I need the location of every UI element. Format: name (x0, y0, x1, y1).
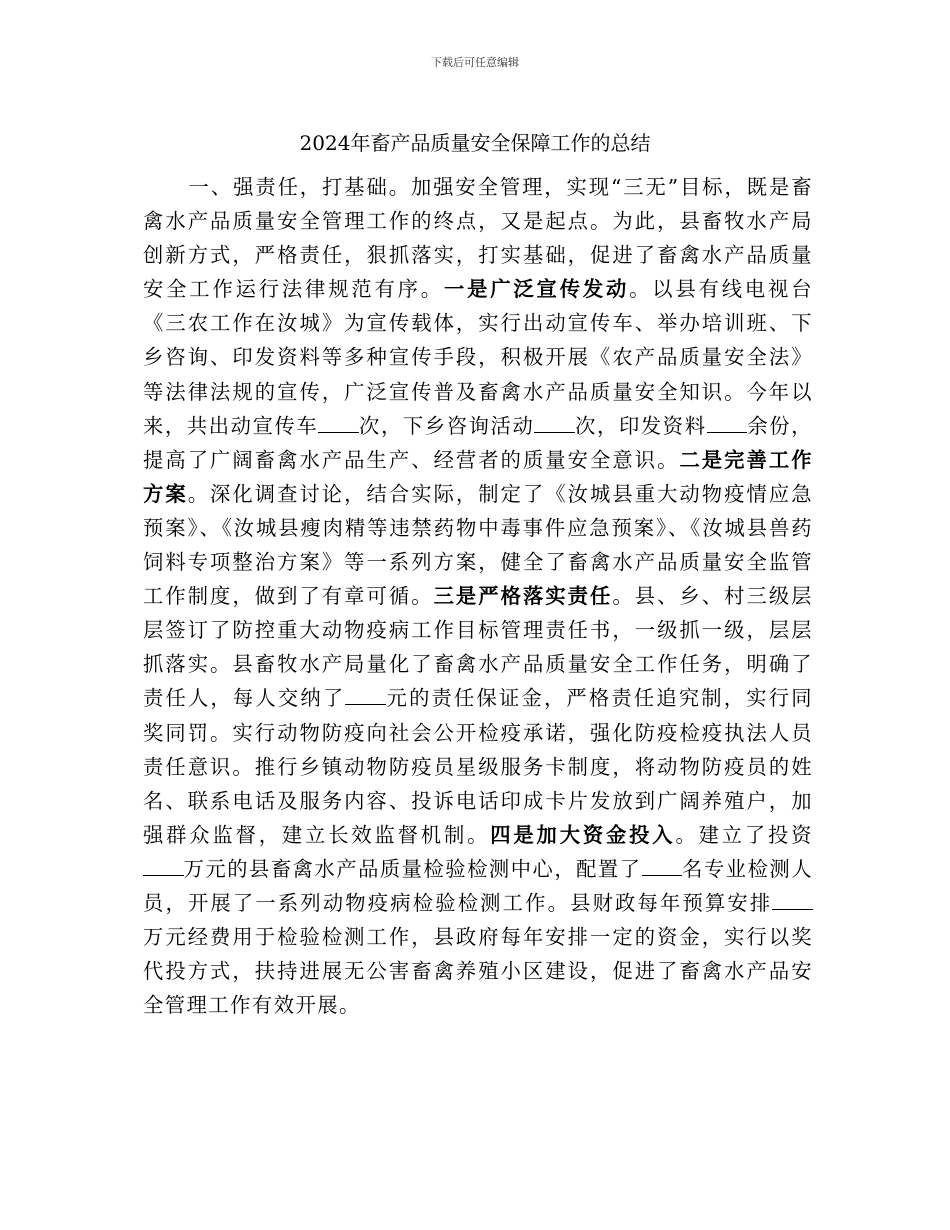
text-run: 万元经费用于检验检测工作，县政府每年安排一定的资金，实行以奖代投方式，扶持进展无公害畜禽养殖小区建设，促进了畜禽水产品安全管理工作有效开展。 (143, 925, 813, 1018)
bold-heading-4: 四是加大资金投入 (490, 822, 676, 847)
text-run: 一、强责任，打基础。加强安全管理，实现“三无”目标，既是畜禽水产品质量安全管理工作的终点，又是起点。为此，县畜牧水产局创新方式，严格责任，狠抓落实，打实基础，促进了畜禽水产品质量安全工作运行法律规范有序。 (143, 175, 813, 302)
text-run: 。深化调查讨论，结合实际，制定了《汝城县重大动物疫情应急预案》、《汝城县瘦肉精等违禁药物中毒事件应急预案》、《汝城县兽药饲料专项整治方案》等一系列方案，健全了畜禽水产品质量安全监管工作制度，做到了有章可循。 (143, 481, 813, 609)
text-run: 名专业检测人员，开展了一系列动物疫病检验检测工作。县财政每年预算安排 (143, 856, 813, 915)
body-paragraph (143, 170, 813, 1022)
bold-heading-3: 三是严格落实责任 (433, 584, 613, 609)
text-run: 余份，提高了广阔畜禽水产品生产、经营者的质量安全意识。 (143, 413, 813, 472)
fill-blank (642, 856, 683, 876)
bold-heading-2: 二是完善工作方案 (143, 447, 813, 506)
text-run: 万元的县畜禽水产品质量检验检测中心，配置了 (183, 856, 642, 881)
text-run: 次，下乡咨询活动 (358, 413, 535, 438)
text-run: 。以县有线电视台《三农工作在汝城》为宣传载体，实行出动宣传车、举办培训班、下乡咨询、印发资料等多种宣传手段，积极开展《农产品质量安全法》等法律法规的宣传，广泛宣传普及畜禽水产品质量安全知识。今年以来，共出动宣传车 (143, 277, 813, 438)
header-note: 下载后可任意编辑 (431, 56, 519, 69)
page-title: 2024年畜产品质量安全保障工作的总结 (299, 131, 651, 155)
fill-blank (707, 412, 748, 432)
bold-heading-1: 一是广泛宣传发动 (443, 277, 630, 302)
fill-blank (143, 856, 184, 876)
fill-blank (345, 685, 386, 705)
text-run: 元的责任保证金，严格责任追究制，实行同奖同罚。实行动物防疫向社会公开检疫承诺，强化防疫检疫执法人员责任意识。推行乡镇动物防疫员星级服务卡制度，将动物防疫员的姓名、联系电话及服务内容、投诉电话印成卡片发放到广阔养殖户，加强群众监督，建立长效监督机制。 (143, 686, 813, 847)
text-run: 。县、乡、村三级层层签订了防控重大动物疫病工作目标管理责任书，一级抓一级，层层抓落实。县畜牧水产局量化了畜禽水产品质量安全工作任务，明确了责任人，每人交纳了 (143, 584, 813, 711)
fill-blank (534, 412, 575, 432)
fill-blank (772, 890, 813, 910)
text-run: 。建立了投资 (675, 822, 813, 847)
fill-blank (318, 412, 359, 432)
text-run: 次，印发资料 (574, 413, 707, 438)
